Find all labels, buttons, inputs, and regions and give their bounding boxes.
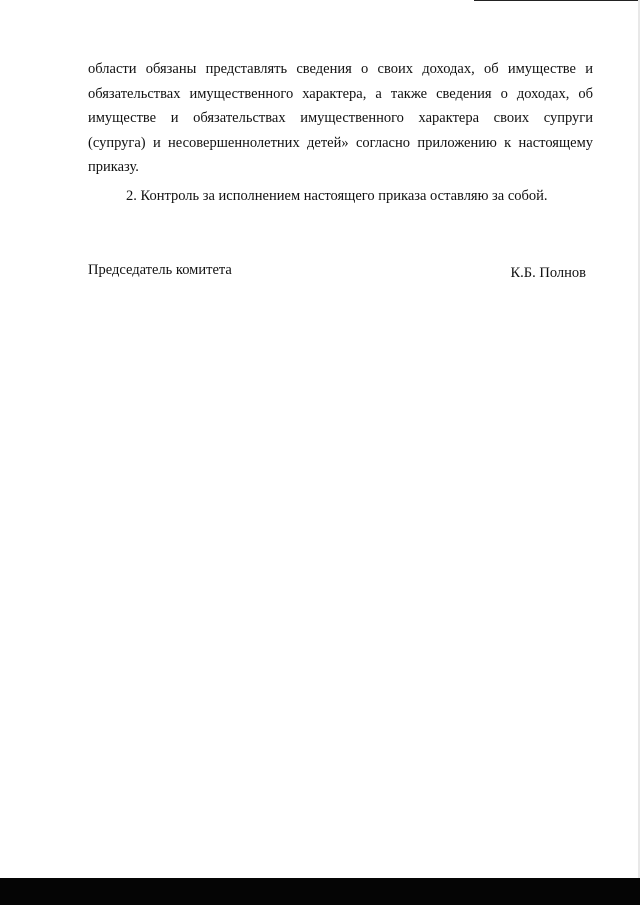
paragraph-2 (126, 184, 596, 209)
scan-bottom-border (0, 878, 640, 905)
signatory-name: К.Б. Полнов (510, 265, 586, 281)
paragraph-1-line-1: области обязаны представлять сведения о своих доходах, об имуществе и (88, 61, 593, 77)
paragraph-2-text: 2. Контроль за исполнением настоящего приказа оставляю за собой. (126, 188, 548, 204)
paragraph-1-line-2: обязательствах имущественного характера, а также сведения о доходах, об (88, 85, 593, 102)
scan-top-border-line (474, 0, 640, 1)
paragraph-1 (88, 57, 593, 180)
paragraph-1-line-4: (супруга) и несовершеннолетних детей» согласно приложению к настоящему (88, 134, 593, 151)
paragraph-1-line-5: приказу. (88, 159, 139, 175)
paragraph-1-line-3: имуществе и обязательствах имущественного характера своих супруги (88, 110, 593, 126)
signatory-title: Председатель комитета (88, 262, 232, 278)
